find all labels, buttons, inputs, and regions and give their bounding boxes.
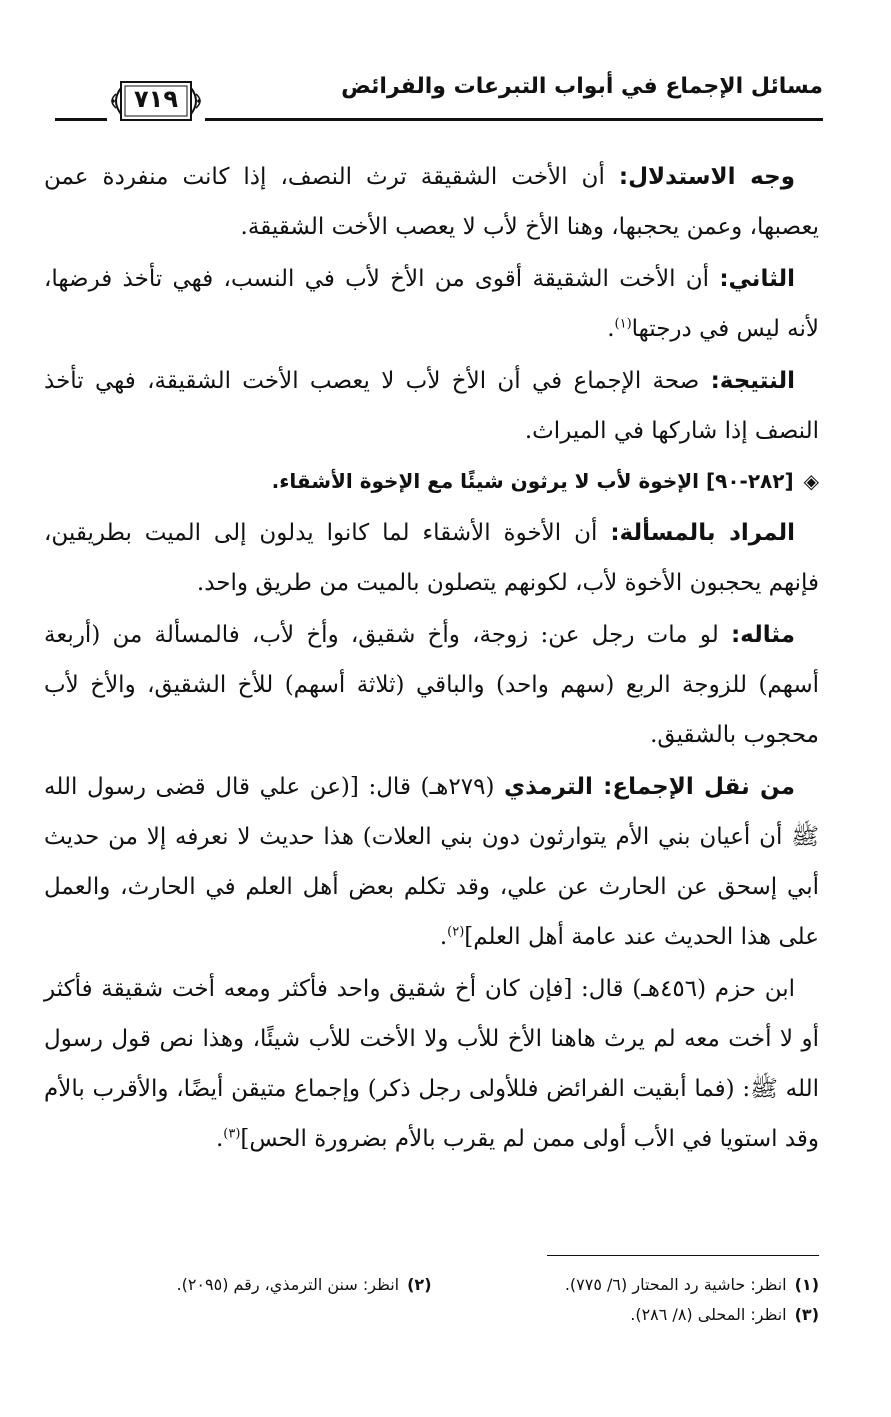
paragraph-example xyxy=(44,610,819,760)
running-title: مسائل الإجماع في أبواب التبرعات والفرائض xyxy=(341,74,823,99)
paragraph-text: ابن حزم (٤٥٦هـ) قال: [فإن كان أخ شقيق واحد فأكثر ومعه أخت شقيقة فأكثر أو لا أخت معه لم يرث هاهنا الأخ للأب ولا الأخت للأب شيئًا، وهذا نص قول رسول الله ﷺ: (فما أبقيت الفرائض فللأولى رجل ذكر) وإجماع متيقن أيضًا، والأقرب بالأم وقد استويا في الأب أولى ممن لم يقرب بالأم بضرورة الحس] xyxy=(44,976,819,1152)
footnote-3 xyxy=(419,1300,819,1330)
footnote-text: انظر: حاشية رد المحتار (٦/ ٧٧٥). xyxy=(564,1275,787,1294)
footnote-2 xyxy=(44,1270,432,1300)
paragraph-lead: وجه الاستدلال: xyxy=(618,164,795,190)
footnotes xyxy=(44,1270,819,1330)
paragraph-lead: من نقل الإجماع: الترمذي xyxy=(504,774,795,800)
footnote-ref: (٣) xyxy=(223,1126,241,1142)
paragraph-tirmidhi xyxy=(44,762,819,962)
paragraph-tail: . xyxy=(607,316,615,342)
paragraph-second xyxy=(44,254,819,354)
footnote-1 xyxy=(432,1270,820,1300)
paragraph-text: أن الأخوة الأشقاء لما كانوا يدلون إلى الميت بطريقين، فإنهم يحجبون الأخوة لأب، لكونهم يتصلون بالميت من طريق واحد. xyxy=(44,520,819,596)
paragraph-text: أن الأخت الشقيقة ترث النصف، إذا كانت منفردة عمن يعصبها، وعمن يحجبها، وهنا الأخ لأب لا يعصب الأخت الشقيقة. xyxy=(44,164,819,240)
paragraph-evidence xyxy=(44,152,819,252)
footnote-row xyxy=(44,1270,819,1300)
paragraph-text: لو مات رجل عن: زوجة، وأخ شقيق، وأخ لأب، فالمسألة من (أربعة أسهم) للزوجة الربع (سهم واحد) والباقي (ثلاثة أسهم) للأخ الشقيق، والأخ لأب محجوب بالشقيق. xyxy=(44,622,819,748)
paragraph-result xyxy=(44,356,819,456)
paragraph-tail: . xyxy=(439,924,448,950)
paragraph-meaning xyxy=(44,508,819,608)
footnote-text: انظر: سنن الترمذي، رقم (٢٠٩٥). xyxy=(176,1275,400,1294)
paragraph-lead: مثاله: xyxy=(730,622,795,648)
footnote-rule xyxy=(547,1255,819,1256)
footnote-number: (٣) xyxy=(794,1305,819,1324)
footnote-number: (٢) xyxy=(407,1275,432,1294)
paragraph-lead: النتيجة: xyxy=(710,368,795,394)
paragraph-ibn-hazm xyxy=(44,964,819,1164)
page-number: ٧١٩ xyxy=(134,85,178,113)
section-heading xyxy=(44,458,819,504)
paragraph-lead: المراد بالمسألة: xyxy=(610,520,796,546)
footnote-number: (١) xyxy=(794,1275,819,1294)
main-text xyxy=(44,152,819,1166)
footnote-ref: (١) xyxy=(614,316,632,332)
paragraph-text: صحة الإجماع في أن الأخ لأب لا يعصب الأخت الشقيقة، فهي تأخذ النصف إذا شاركها في الميراث. xyxy=(44,368,819,444)
paragraph-lead: الثاني: xyxy=(719,266,795,292)
section-heading-text: [٢٨٢-٩٠] الإخوة لأب لا يرثون شيئًا مع الإخوة الأشقاء. xyxy=(271,469,794,493)
running-header xyxy=(55,68,823,132)
footnote-text: انظر: المحلى (٨/ ٢٨٦). xyxy=(630,1305,787,1324)
footnote-ref: (٢) xyxy=(447,924,465,940)
paragraph-tail: . xyxy=(215,1126,224,1152)
paragraph-text: أن الأخت الشقيقة أقوى من الأخ لأب في النسب، فهي تأخذ فرضها، لأنه ليس في درجتها xyxy=(44,266,819,342)
page-number-frame xyxy=(107,78,205,124)
diamond-bullet-icon: ◈ xyxy=(803,469,819,493)
paragraph-text: (٢٧٩هـ) قال: [(عن علي قال قضى رسول الله ﷺ أن أعيان بني الأم يتوارثون دون بني العلات) هذا حديث لا نعرفه إلا من حديث أبي إسحق عن الحارث عن علي، وقد تكلم بعض أهل العلم في الحارث، والعمل على هذا الحديث عند عامة أهل العلم] xyxy=(44,774,819,950)
footnote-row xyxy=(44,1300,819,1330)
